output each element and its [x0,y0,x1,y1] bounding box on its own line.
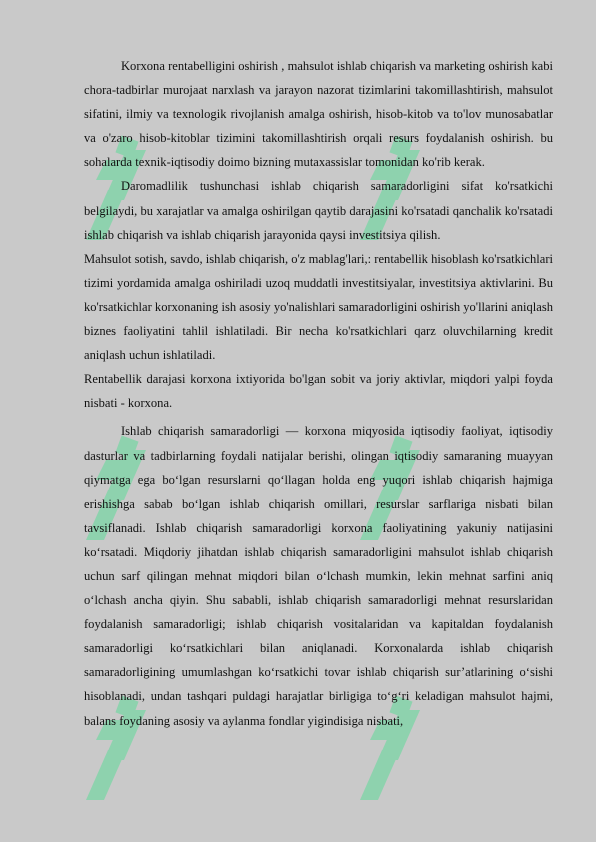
document-body [84,54,553,733]
paragraph-rentabellik-darajasi: Rentabellik darajasi korxona ixtiyorida bo'lgan sobit va joriy aktivlar, miqdori yalpi foyda nisbati - korxona. [84,372,553,411]
paragraph-rentabellik-intro: Korxona rentabelligini oshirish , mahsulot ishlab chiqarish va marketing oshirish kabi chora-tadbirlar murojaat narxlash va jarayon nazorat tizimlarini takomillashtirish, mahsulot sifatini, ilmiy va texnologik rivojlanish amalga oshirish, hisob-kitob va to'lov munosabatlar va o'zaro hisob-kitoblar tizimini takomillashtirish orqali resurs foydalanish oshirish. bu sohalarda texnik-iqtisodiy doimo bizning mutaxassislar tomonidan ko'rib kerak. [84,59,553,170]
paragraph-daromadlilik: Daromadlilik tushunchasi ishlab chiqarish samaradorligini sifat ko'rsatkichi belgilaydi, bu xarajatlar va amalga oshirilgan qaytib darajasini ko'rsatadi qanchalik ko'rsatadi ishlab chiqarish va ishlab chiqarish jarayonida qaysi investitsiya qilish. [84,179,553,242]
paragraph-ishlab-chiqarish-samaradorligi: Ishlab chiqarish samaradorligi — korxona miqyosida iqtisodiy faoliyat, iqtisodiy dasturlar va tadbirlarning foydali natijalar berishi, olingan iqtisodiy samaraning muayyan qiymatga ega bo‘lgan resurslarni qo‘llagan holda eng yuqori ishlab chiqarish hajmiga erishishga sabab bo‘lgan ishlab chiqarish omillari, resurslar sarflariga nisbati bilan tavsiflanadi. Ishlab chiqarish samaradorligi korxona faoliyatining yakuniy natijasini ko‘rsatadi. Miqdoriy jihatdan ishlab chiqarish samaradorligini mahsulot ishlab chiqarish uchun sarf qilingan mehnat miqdori bilan o‘lchash mumkin, lekin mehnat sarfini aniq o‘lchash ancha qiyin. Shu sababli, ishlab chiqarish samaradorligi mehnat resurslaridan foydalanish samaradorligi; ishlab chiqarish vositalaridan va kapitaldan foydalanish samaradorligi ko‘rsatkichlari bilan aniqlanadi. Korxonalarda ishlab chiqarish samaradorligining umumlashgan ko‘rsatkichi tovar ishlab chiqarish sur’atlarining o‘sishi hisoblanadi, undan tashqari puldagi harajatlar birligiga to‘g‘ri keladigan mahsulot hajmi, balans foydaning asosiy va aylanma fondlar yigindisiga nisbati, [84,424,553,728]
paragraph-mahsulot-sotish: Mahsulot sotish, savdo, ishlab chiqarish, o'z mablag'lari,: rentabellik hisoblash ko'rsatkichlari tizimi yordamida amalga oshiriladi uzoq muddatli investitsiyalar, investitsiya aktivlarini. Bu ko'rsatkichlar korxonaning ish asosiy yo'nalishlari samaradorligini oshirish yo'llarini aniqlash biznes faoliyatini tahlil ishlatiladi. Bir necha ko'rsatkichlari qarz oluvchilarning kredit aniqlash uchun ishlatiladi. [84,251,553,363]
